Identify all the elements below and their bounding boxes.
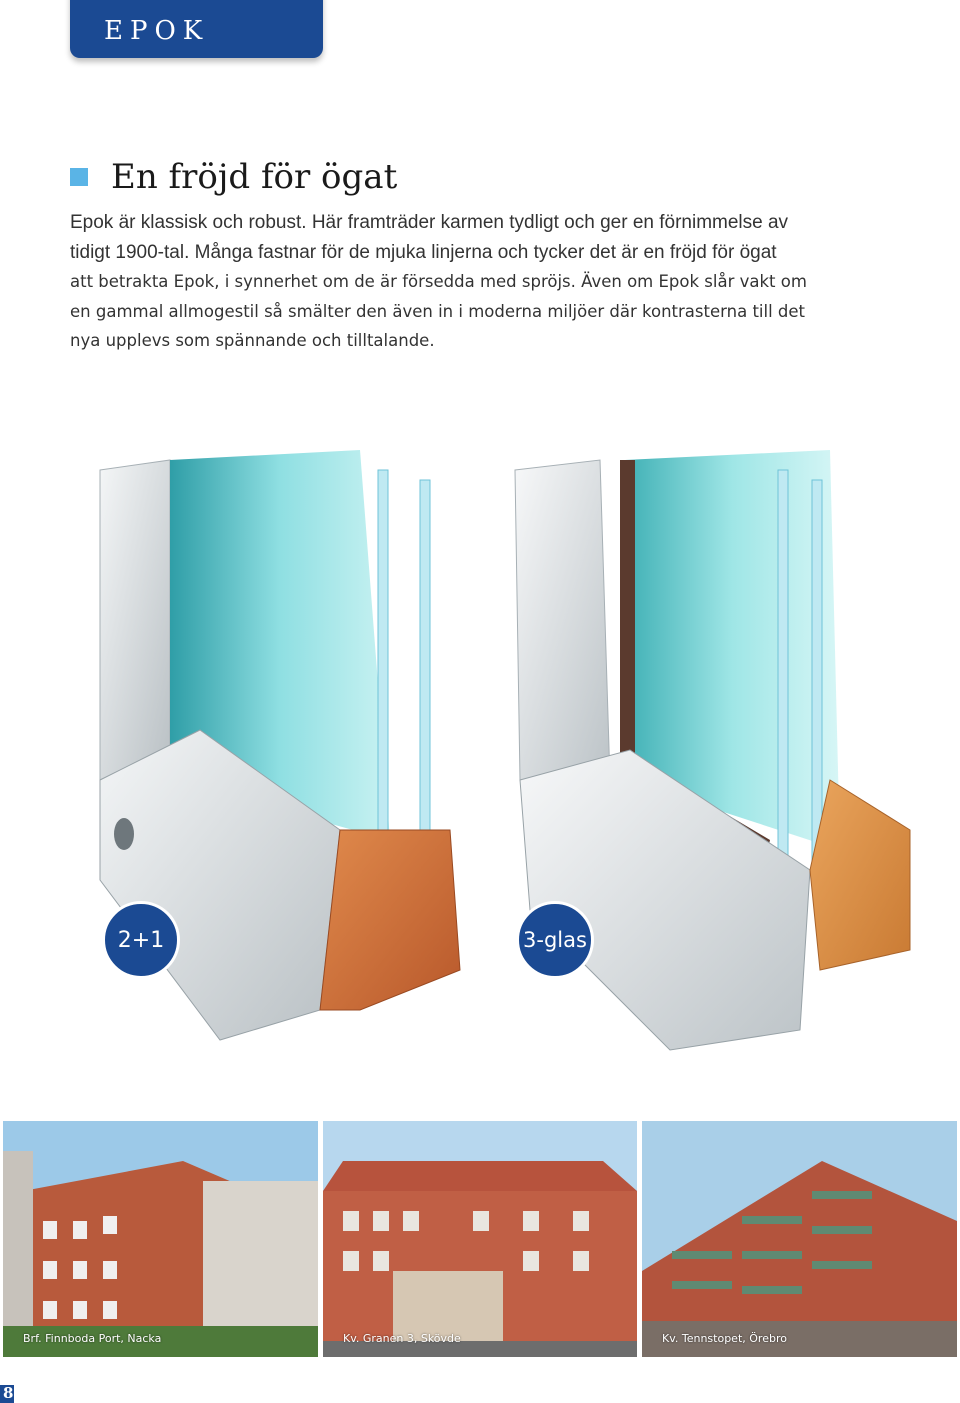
- photo-caption: Brf. Finnboda Port, Nacka: [23, 1332, 162, 1345]
- building-photo: [642, 1121, 957, 1357]
- section-tab-label: EPOK: [104, 16, 210, 46]
- building-photo: [323, 1121, 637, 1357]
- building-photo: [3, 1121, 318, 1357]
- intro-paragraph: [70, 208, 830, 356]
- paragraph-line: att betrakta Epok, i synnerhet om de är försedda med spröjs. Även om Epok slår vakt om: [70, 272, 807, 291]
- badge-3glas: 3-glas: [516, 901, 594, 979]
- paragraph-line: Epok är klassisk och robust. Här framträder karmen tydligt och ger en förnimmelse av: [70, 212, 789, 233]
- paragraph-line: en gammal allmogestil så smälter den även in i moderna miljöer där kontrasterna till det: [70, 301, 805, 321]
- badge-2plus1: 2+1: [102, 901, 180, 979]
- paragraph-line: nya upplevs som spännande och tilltalande.: [70, 331, 435, 350]
- page-number-box: [0, 1385, 14, 1403]
- heading-bullet-icon: [70, 168, 88, 186]
- paragraph-line: tidigt 1900-tal. Många fastnar för de mjuka linjerna och tycker det är en fröjd för ögat: [70, 241, 777, 263]
- photo-caption: Kv. Tennstopet, Örebro: [662, 1332, 787, 1345]
- page-title: En fröjd för ögat: [111, 157, 398, 197]
- photo-caption: Kv. Granen 3, Skövde: [343, 1332, 461, 1345]
- page-number: 8: [3, 1384, 14, 1402]
